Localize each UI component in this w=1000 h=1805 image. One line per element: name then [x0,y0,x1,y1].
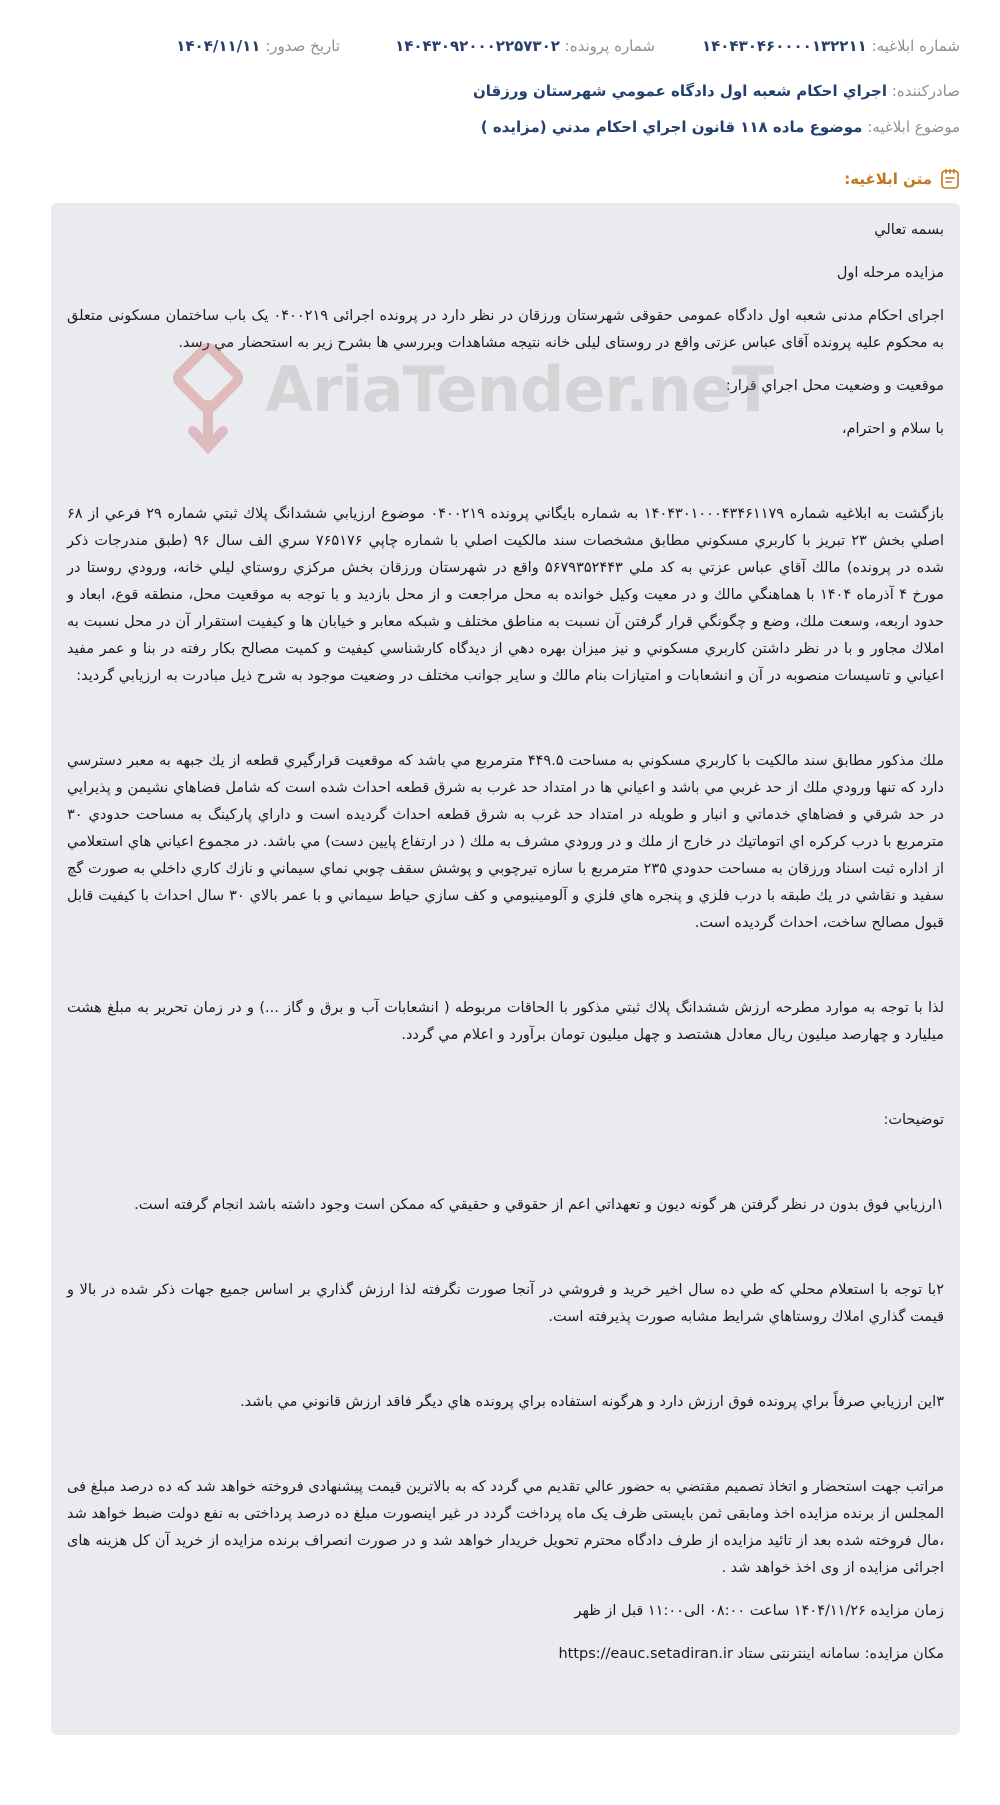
body-auction-place: مکان مزایده: سامانه اینترنتی ستاد https://eauc.setadiran.ir [558,1646,944,1662]
notice-text-title: متن ابلاغیه: [844,170,932,188]
body-valuation: لذا با توجه به موارد مطرحه ارزش ششدانگ پلاك ثبتي مذكور با الحاقات مربوطه ( انشعابات آب و برق و گاز ...) و در زمان تحرير به مبلغ هشت ميليارد و چهارصد ميليون ريال معادل هشتصد و چهل ميليون تومان برآورد و اعلام مي گردد. [67,1000,944,1043]
issue-date-label: تاریخ صدور: [265,37,340,55]
body-note-2: ۲با توجه با استعلام محلي كه طي ده سال اخير خريد و فروشي در آنجا صورت نگرفته لذا ارزش گذاري بر اساس جميع جهات ذكر شده در بالا و قيمت گذاري املاك روستاهاي شرايط مشابه صورت پذيرفته است. [67,1282,944,1325]
subject-label: موضوع ابلاغیه: [867,118,960,136]
body-notes-heading: توضيحات: [883,1112,944,1128]
notice-number-label: شماره ابلاغیه: [871,37,960,55]
body-auction-terms: مراتب جهت استحضار و اتخاذ تصميم مقتضي به حضور عالي تقديم مي گردد كه به بالاترین قیمت پیشنهادی فروخته خواهد شد که ده درصد مبلغ فی المجلس از برنده مزایده اخذ ومابقی ثمن بایستی ظرف یک ماه پرداخت گردد در غیر اینصورت مبلغ ده درصد پرداختی به نفع دولت ضبط خواهد شد ،مال فروخته شده بعد از تائید مزایده از طرف دادگاه محترم تحویل خریدار خواهد شد و در صورت انصراف برنده مزایده از خرید آن کل هزینه های اجرائی مزایده از وی اخذ خواهد شد . [67,1479,944,1576]
body-auction-time: زمان مزایده ۱۴۰۴/۱۱/۲۶ ساعت ۰۸:۰۰ الی۱۱:۰۰ قبل از ظهر [574,1603,944,1619]
issue-date [176,37,340,55]
body-note-1: ۱ارزيابي فوق بدون در نظر گرفتن هر گونه ديون و تعهداتي اعم از حقوقي و حقيقي كه ممكن است وجود داشته باشد انجام گرفته است. [134,1197,944,1213]
notice-body-panel [51,203,960,1735]
notice-text-heading [844,168,960,190]
issue-date-value: ۱۴۰۴/۱۱/۱۱ [176,37,261,55]
watermark-text: AriaTender.neT [265,353,774,426]
body-salutation: بسمه تعالي [874,222,944,238]
issuer-row [60,82,960,100]
body-reference-paragraph: بازگشت به ابلاغيه شماره ۱۴۰۴۳۰۱۰۰۰۴۳۴۶۱۱۷۹ به شماره بايگاني پرونده ۰۴۰۰۲۱۹ موضوع ارزيابي ششدانگ پلاك ثبتي شماره ۲۹ فرعي از ۶۸ اصلي بخش ۲۳ تبريز با كاربري مسكوني مطابق مشخصات سند مالكيت اصلي با شماره چاپي ۷۶۵۱۷۶ سري الف سال ۹۶ (طبق مندرجات ذكر شده در پرونده) مالك آقاي عباس عزتي به كد ملي ۵۶۷۹۳۵۲۴۴۳ واقع در شهرستان ورزقان بخش مركزي روستاي ليلي خانه، ورودي روستا در مورخ ۴ آذرماه ۱۴۰۴ با هماهنگي مالك و در معيت وكيل خوانده به محل مراجعت و از محل بازديد و با توجه به موقعيت محل، منطقه قوع، ابعاد و حدود اربعه، وسعت ملك، وضع و چگونگي قرار گرفتن آن نسبت به مناطق مختلف و شبكه معابر و خيابان ها و كيفيت استقرار آن در محل نسبت به املاك مجاور و با در نظر داشتن كاربري مسكوني و نيز ميزان بهره دهي از ديدگاه كارشناسي كيفيت و كميت مصالح بكار رفته در بنا و عمر مفيد اعياني و تاسيسات منصوبه در آن و انشعابات و امتيازات بنام مالك و ساير جوانب مختلف در وضعيت موجود به شرح ذيل مبادرت به ارزيابي گرديد: [67,506,945,684]
case-number-value: ۱۴۰۴۳۰۹۲۰۰۰۲۲۵۷۳۰۲ [395,37,560,55]
body-note-3: ۳اين ارزيابي صرفاً براي پرونده فوق ارزش دارد و هرگونه استفاده براي پرونده هاي ديگر فاقد ارزش قانوني مي باشد. [240,1394,944,1410]
notice-number [702,37,960,55]
notice-number-value: ۱۴۰۴۳۰۴۶۰۰۰۰۱۳۲۲۱۱ [701,37,867,55]
body-property-description: ملك مذكور مطابق سند مالكيت با كاربري مسكوني به مساحت ۴۴۹.۵ مترمربع مي باشد كه موقعيت قرارگيري قطعه از يك جبهه به معبر دسترسي دارد كه تنها ورودي ملك از حد غربي مي باشد و اعياني ها در امتداد حد غرب به شرق قطعه احداث شده است كه شامل فضاهاي نشيمن و پذيرايي در حد شرقي و فضاهاي خدماتي و انبار و طويله در امتداد حد غرب به شرق قطعه احداث گرديده است و داراي پاركينگ به مساحت حدودي ۳۰ مترمربع با درب كركره اي اتوماتيك در خارج از ملك و در ورودي مشرف به ملك ( در ارتفاع پايين دست) مي باشد. در مجموع اعياني هاي استعلامي از اداره ثبت اسناد ورزقان به مساحت حدودي ۲۳۵ مترمربع با سازه تيرچوبي و پوشش سقف چوبي نماي سيماني و نازك كاري داخلي به صورت گچ سفيد و نقاشي در يك طبقه با درب فلزي و پنجره هاي فلزي و آلومينيومي و كف سازي حياط سيماني و با عمر بالاي ۳۰ سال احداث با كيفيت قابل قبول مصالح ساخت، احداث گرديده است. [67,753,944,931]
case-number-label: شماره پرونده: [564,37,655,55]
body-intro: اجرای احکام مدنی شعبه اول دادگاه عمومی حقوقی شهرستان ورزقان در نظر دارد در پرونده اجرائی ۰۴۰۰۲۱۹ یک باب ساختمان مسکونی متعلق به محکوم علیه پرونده آقای عباس عزتی واقع در روستای لیلی خانه نتیجه مشاهدات وبررسي ها بشرح زير به استحضار مي رسد. [67,308,944,351]
subject-value: موضوع ماده ۱۱۸ قانون اجراي احكام مدني (مزايده ) [480,118,863,136]
body-auction-stage: مزايده مرحله اول [836,265,944,281]
body-location-heading: موقعيت و وضعيت محل اجراي قرار: [725,378,944,394]
document-icon [940,168,960,190]
issuer-label: صادرکننده: [891,82,960,100]
case-number [395,37,655,55]
body-greeting: با سلام و احترام، [841,421,944,437]
issuer-value: اجراي احكام شعبه اول دادگاه عمومي شهرستان ورزقان [472,82,887,100]
subject-row [60,118,960,136]
